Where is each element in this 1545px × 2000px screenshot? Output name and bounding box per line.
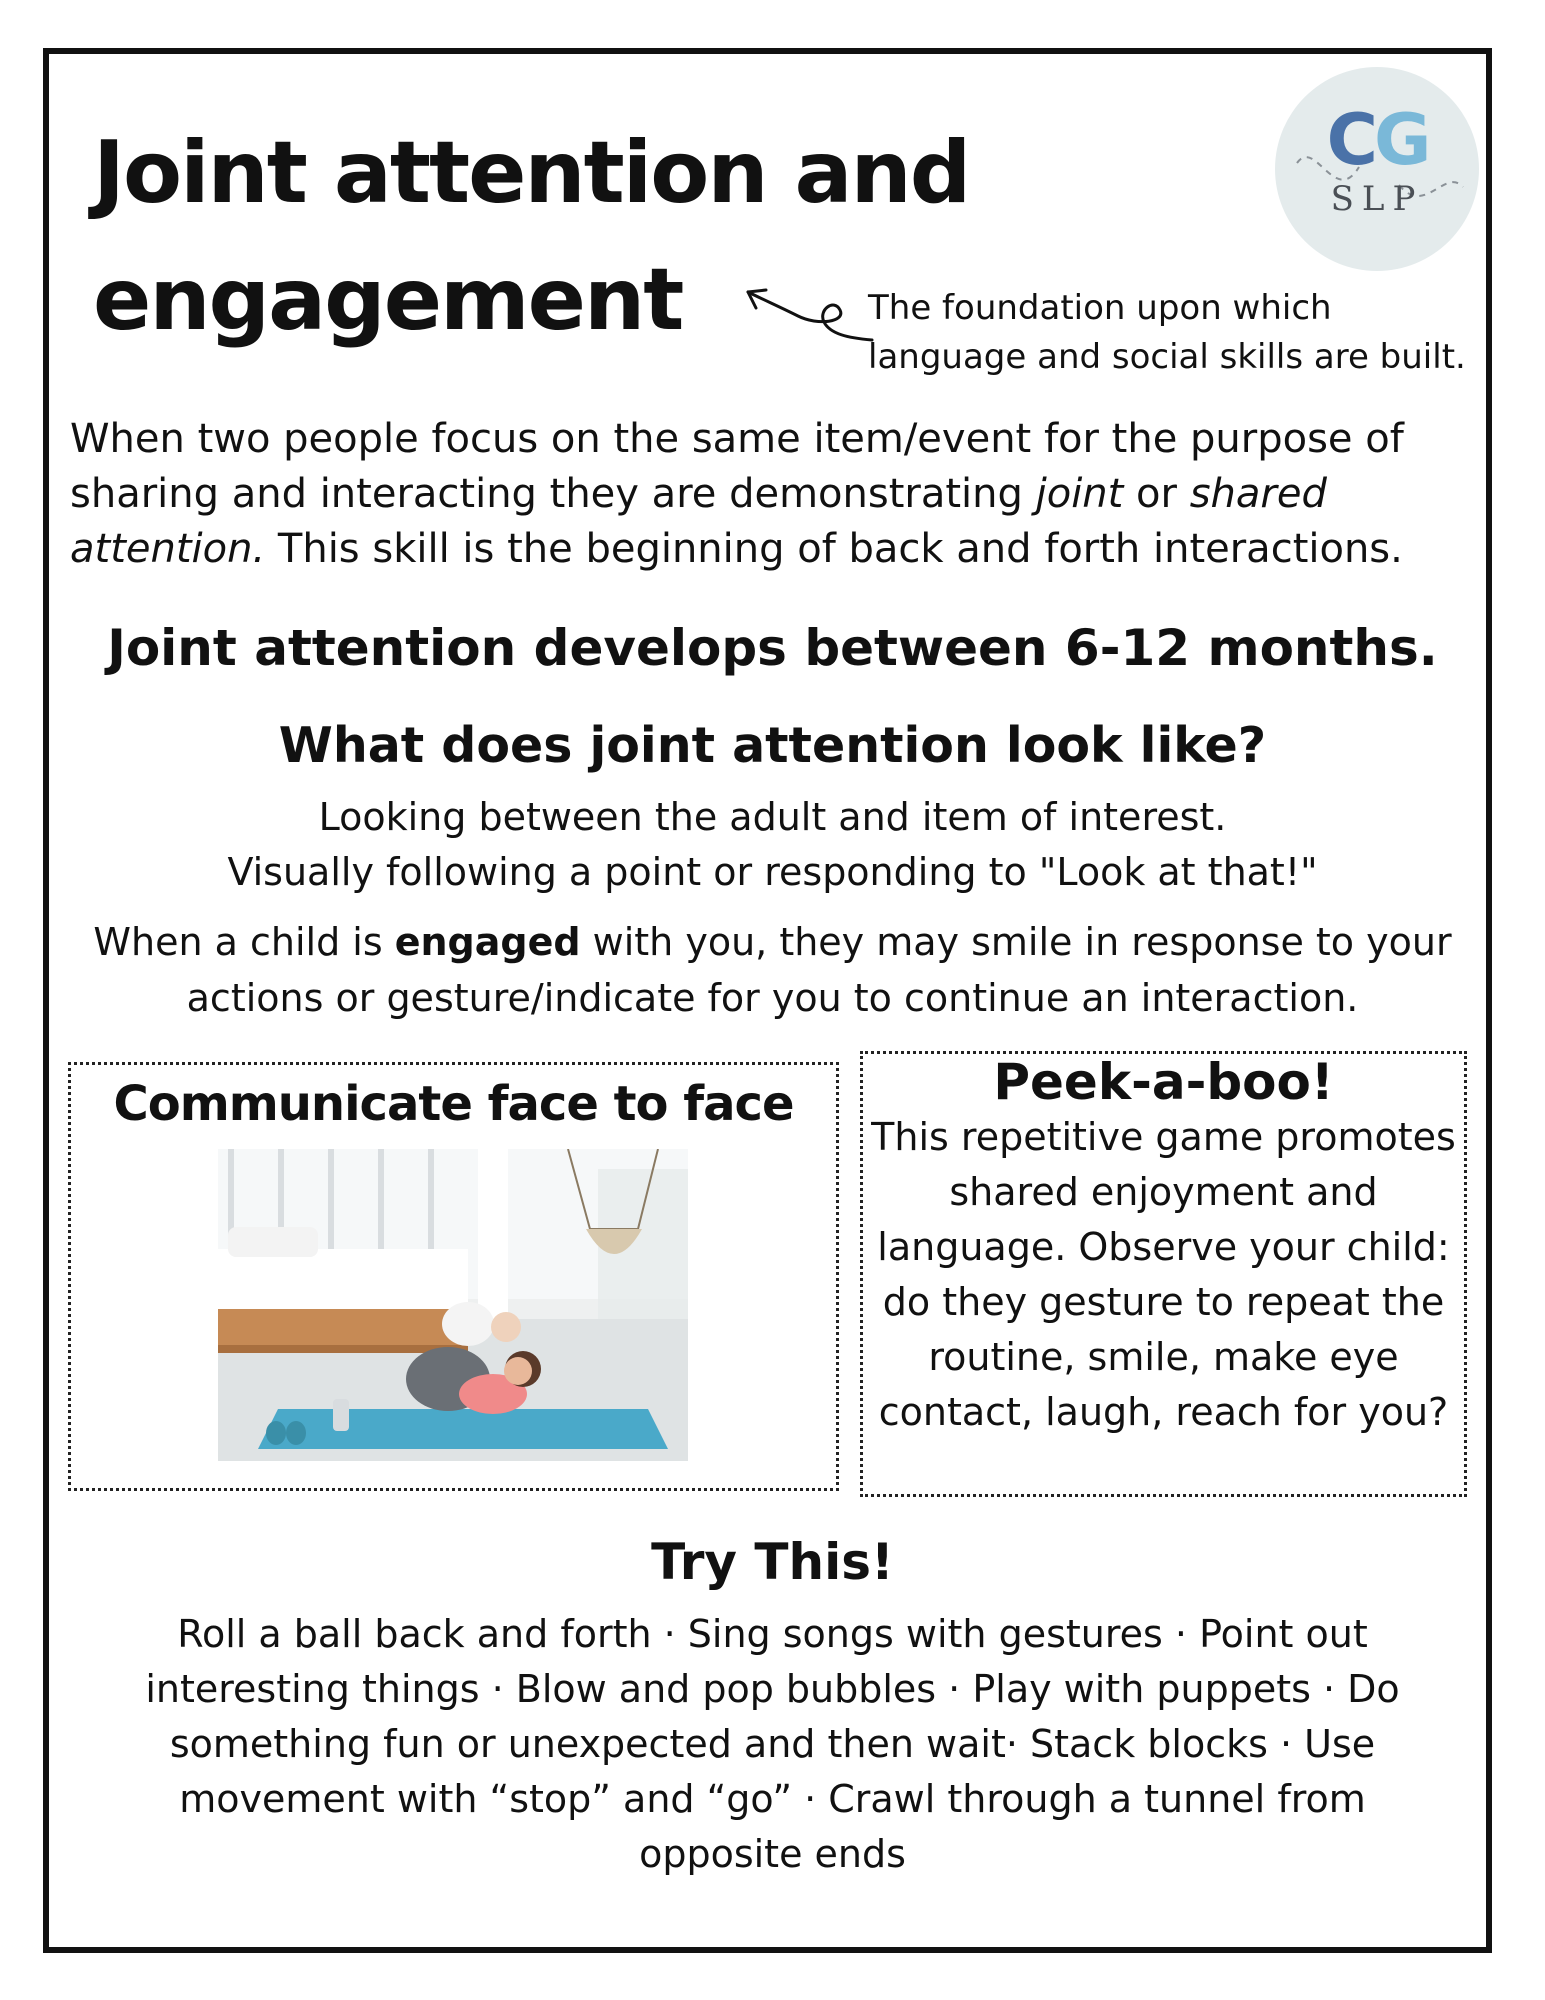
- engaged-text-2: with you, they may smile in response to your actions or gesture/indicate for you to continue an interaction.: [186, 920, 1452, 1020]
- intro-text-1: When two people focus on the same item/event for the purpose of sharing and interacting they are demonstrating: [70, 416, 1404, 517]
- engaged-bold-word: engaged: [394, 920, 581, 964]
- tagline: [868, 284, 1488, 382]
- photo-illustration: [218, 1149, 688, 1461]
- development-age-heading: Joint attention develops between 6-12 months.: [107, 619, 1438, 677]
- try-this-text: Roll a ball back and forth · Sing songs with gestures · Point out interesting things · Blow and pop bubbles · Play with puppets · Do something fun or unexpected and then wait· Stack blocks · Use movement with “stop” and “go” · Crawl through a tunnel from opposite ends: [145, 1612, 1400, 1876]
- peek-a-boo-text: This repetitive game promotes shared enjoyment and language. Observe your child: do they gesture to repeat the routine, smile, make eye contact, laugh, reach for you?: [871, 1115, 1456, 1434]
- intro-emphasis-shared: shared attention.: [70, 471, 1327, 572]
- engaged-paragraph: [60, 914, 1485, 1026]
- logo-letter-c: C: [1326, 99, 1374, 181]
- what-description: [50, 790, 1495, 900]
- intro-text-3: This skill is the beginning of back and forth interactions.: [265, 526, 1403, 572]
- peek-a-boo-heading: Peek-a-boo!: [993, 1053, 1334, 1111]
- mother-baby-photo: [218, 1149, 688, 1461]
- what-line-2: Visually following a point or responding to "Look at that!": [227, 850, 1318, 894]
- logo-letter-g: G: [1373, 99, 1428, 181]
- intro-paragraph: [70, 412, 1490, 577]
- try-this-heading: Try This!: [651, 1533, 894, 1591]
- title-line-1: Joint attention and: [93, 123, 970, 223]
- cg-slp-logo: [1275, 67, 1479, 271]
- curly-arrow-icon: [738, 282, 878, 352]
- tagline-line-1: The foundation upon which: [868, 288, 1332, 328]
- tagline-line-2: language and social skills are built.: [868, 337, 1466, 377]
- logo-initials: [1275, 99, 1479, 181]
- what-heading: What does joint attention look like?: [278, 717, 1267, 774]
- logo-subtitle: SLP: [1330, 179, 1424, 219]
- what-line-1: Looking between the adult and item of interest.: [318, 795, 1227, 839]
- engaged-text-1: When a child is: [93, 920, 395, 964]
- intro-emphasis-joint: joint: [1035, 471, 1124, 517]
- title-line-2: engagement: [93, 250, 683, 350]
- intro-text-2: or: [1123, 471, 1190, 517]
- face-to-face-heading: Communicate face to face: [113, 1076, 794, 1132]
